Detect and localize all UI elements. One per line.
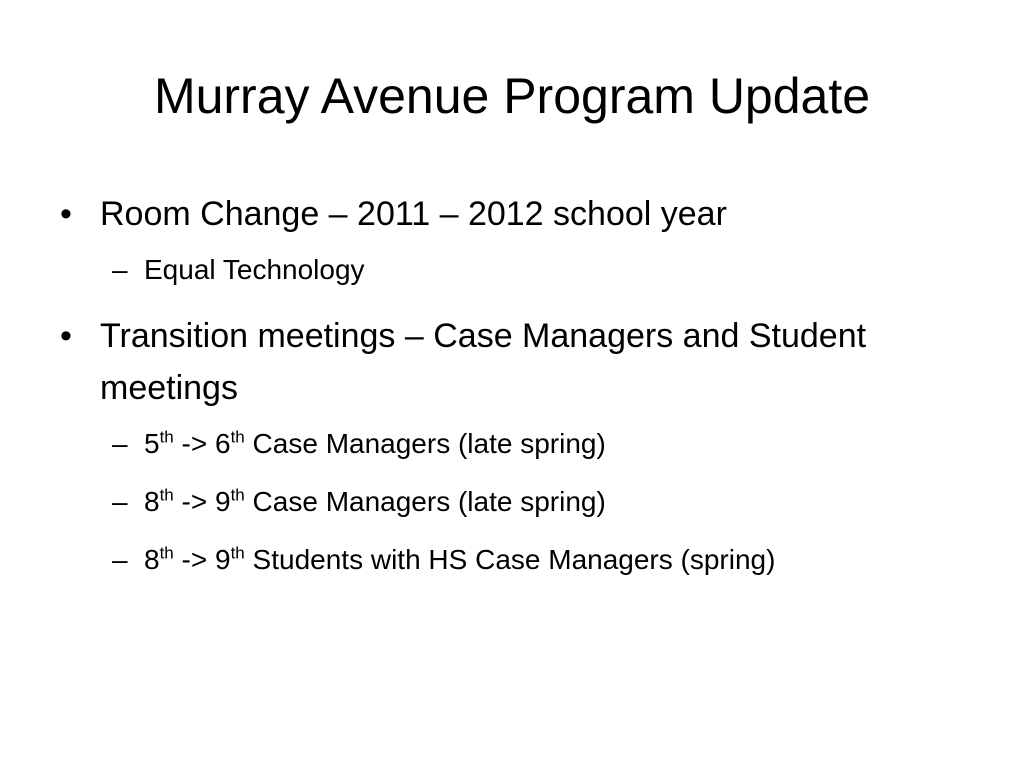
bullet-marker: • xyxy=(60,195,72,233)
bullet-text: Transition meetings – Case Managers and Student meetings xyxy=(100,317,867,407)
grade-to-suffix: th xyxy=(230,427,245,447)
grade-from: 8 xyxy=(144,486,160,517)
slide-body xyxy=(58,188,978,600)
sub-bullet-text: Case Managers (late spring) xyxy=(244,428,606,459)
bullet-text: Room Change – 2011 – 2012 school year xyxy=(100,195,727,233)
grade-from: 8 xyxy=(144,544,160,575)
bullet-marker: • xyxy=(60,317,72,355)
sub-bullet-item xyxy=(58,542,978,578)
grade-from-suffix: th xyxy=(159,427,174,447)
bullet-item xyxy=(58,188,978,240)
grade-from-suffix: th xyxy=(159,543,174,563)
sub-bullet-text: Case Managers (late spring) xyxy=(244,486,606,517)
grade-to-suffix: th xyxy=(230,485,245,505)
arrow-text: -> xyxy=(173,486,215,517)
dash-marker: – xyxy=(112,428,128,459)
grade-to: 6 xyxy=(215,428,231,459)
arrow-text: -> xyxy=(173,428,215,459)
grade-to-suffix: th xyxy=(230,543,245,563)
dash-marker: – xyxy=(112,254,128,285)
grade-from-suffix: th xyxy=(159,485,174,505)
grade-from: 5 xyxy=(144,428,160,459)
slide-title: Murray Avenue Program Update xyxy=(153,68,871,124)
dash-marker: – xyxy=(112,486,128,517)
sub-bullet-text: Equal Technology xyxy=(144,254,365,285)
arrow-text: -> xyxy=(173,544,215,575)
dash-marker: – xyxy=(112,544,128,575)
sub-bullet-item xyxy=(58,484,978,520)
sub-bullet-text: Students with HS Case Managers (spring) xyxy=(244,544,776,575)
sub-bullet-item xyxy=(58,252,978,288)
bullet-item xyxy=(58,310,920,414)
grade-to: 9 xyxy=(215,544,231,575)
grade-to: 9 xyxy=(215,486,231,517)
sub-bullet-item xyxy=(58,426,978,462)
